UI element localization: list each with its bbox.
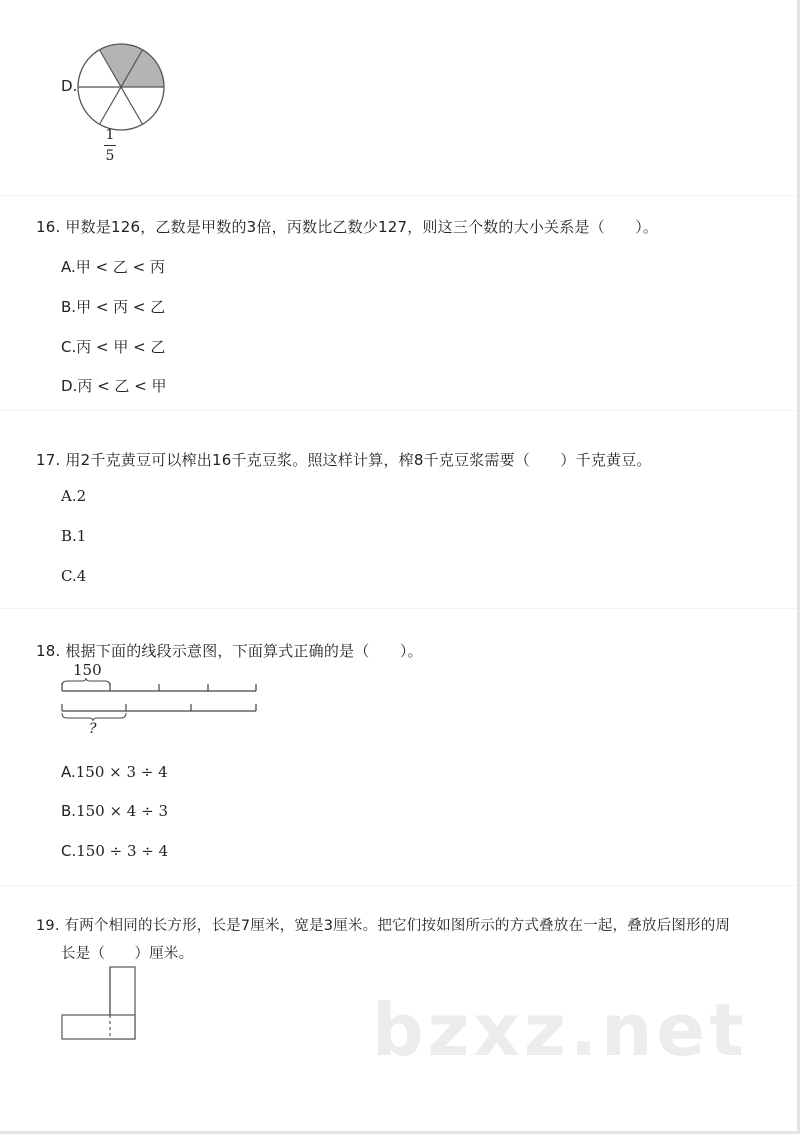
option-text: 甲 < 丙 < 乙 [76, 298, 166, 316]
divider [0, 608, 797, 609]
q16-option-d[interactable] [61, 375, 167, 396]
option-text: 150 × 3 ÷ 4 [75, 763, 168, 781]
option-text: 丙 < 甲 < 乙 [76, 338, 166, 356]
q18-option-b[interactable] [61, 802, 168, 820]
option-label: B. [61, 802, 77, 820]
option-text: 甲 < 乙 < 丙 [75, 258, 165, 276]
q19-overlapping-rectangles-diagram [60, 965, 140, 1043]
q18-option-a[interactable] [61, 763, 168, 781]
option-label: C. [61, 567, 77, 585]
q17-option-c[interactable] [61, 567, 86, 585]
option-text: 150 ÷ 3 ÷ 4 [76, 842, 169, 860]
option-text: 2 [76, 487, 87, 505]
q16-title: 16. 甲数是126，乙数是甲数的3倍，丙数比乙数少127，则这三个数的大小关系是（ ）。 [36, 218, 659, 236]
q18-line-segment-diagram [58, 676, 264, 724]
divider [0, 410, 797, 411]
q17-option-b[interactable] [61, 527, 86, 545]
q17-title: 17. 用2千克黄豆可以榨出16千克豆浆。照这样计算，榨8千克豆浆需要（ ）千克黄豆。 [36, 451, 652, 469]
q18-title: 18. 根据下面的线段示意图，下面算式正确的是（ ）。 [36, 642, 423, 660]
q15-pie-chart-icon [74, 40, 168, 134]
option-label: A. [61, 258, 76, 276]
option-label: C. [61, 338, 77, 356]
option-label: A. [61, 763, 76, 781]
divider [0, 195, 797, 196]
q18-option-c[interactable] [61, 842, 168, 860]
option-text: 丙 < 乙 < 甲 [77, 377, 167, 395]
q16-option-a[interactable] [61, 256, 165, 277]
watermark: bzxz.net [372, 988, 748, 1072]
q16-option-c[interactable] [61, 336, 165, 357]
option-label: B. [61, 527, 77, 545]
option-label: B. [61, 298, 77, 316]
q18-diagram-top-label: 150 [73, 661, 102, 679]
q19-title-line2: 长是（ ）厘米。 [61, 946, 194, 962]
option-label: A. [61, 487, 77, 505]
option-text: 4 [76, 567, 87, 585]
option-label: C. [61, 842, 77, 860]
divider [0, 885, 797, 886]
q18-diagram-bottom-label: ? [89, 721, 97, 737]
option-text: 1 [76, 527, 87, 545]
q16-option-b[interactable] [61, 296, 165, 317]
q15-fraction [102, 127, 118, 164]
fraction-denominator: 5 [105, 148, 115, 164]
q19-title-line1: 19. 有两个相同的长方形，长是7厘米，宽是3厘米。把它们按如图所示的方式叠放在一起，叠放后图形的周 [36, 918, 731, 934]
fraction-numerator: 1 [105, 127, 115, 143]
q17-option-a[interactable] [61, 487, 86, 505]
q15-option-d-label: D. [61, 77, 78, 95]
option-label: D. [61, 377, 78, 395]
option-text: 150 × 4 ÷ 3 [76, 802, 168, 820]
